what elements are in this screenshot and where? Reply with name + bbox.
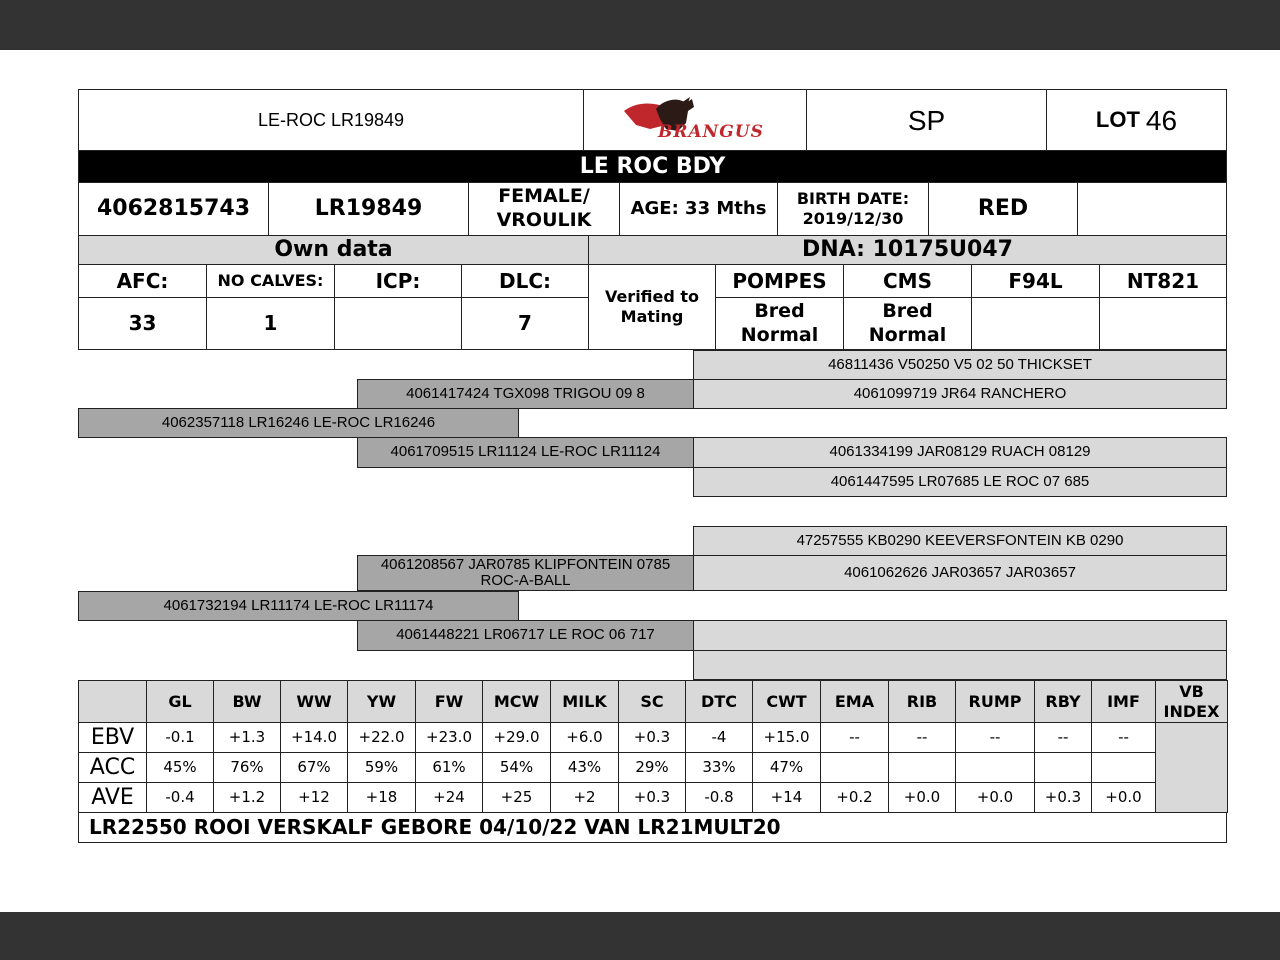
ebv-value-acc-sc: 29% (618, 752, 686, 783)
afc-header: AFC: (78, 264, 207, 298)
ebv-row-label-ebv: EBV (78, 722, 147, 753)
ebv-value-acc-yw: 59% (347, 752, 416, 783)
ebv-header-ema: EMA (820, 680, 889, 723)
ebv-value-ave-gl: -0.4 (146, 782, 214, 813)
ebv-row-label-ave: AVE (78, 782, 147, 813)
identity-extra (1077, 182, 1227, 236)
ebv-header-gl: GL (146, 680, 214, 723)
lot-cell (1046, 89, 1227, 151)
cms-result (843, 297, 972, 350)
pedigree-dam-dam-dam (693, 650, 1227, 680)
vb-index-value (1155, 722, 1228, 813)
pompes-result (715, 297, 844, 350)
ebv-header-fw: FW (415, 680, 483, 723)
ebv-value-acc-rump (955, 752, 1035, 783)
ebv-value-acc-ema (820, 752, 889, 783)
pedigree-dam-sire (357, 555, 694, 591)
ebv-value-ave-ww: +12 (280, 782, 348, 813)
ebv-value-acc-cwt: 47% (752, 752, 821, 783)
verified-line2: Mating (620, 307, 684, 326)
ebv-header-ww: WW (280, 680, 348, 723)
ebv-value-ave-yw: +18 (347, 782, 416, 813)
ebv-value-ebv-milk: +6.0 (550, 722, 619, 753)
ebv-value-acc-bw: 76% (213, 752, 281, 783)
bottom-frame-bar (0, 912, 1280, 960)
pedigree-dam-dam: 4061448221 LR06717 LE ROC 06 717 (357, 620, 694, 651)
pedigree-dam-sire-line1: 4061208567 JAR0785 KLIPFONTEIN 0785 (380, 555, 671, 573)
ebv-value-acc-rby (1034, 752, 1092, 783)
footnote (78, 812, 1227, 843)
ebv-value-ebv-mcw: +29.0 (482, 722, 551, 753)
f94l-result (971, 297, 1100, 350)
ebv-value-ebv-cwt: +15.0 (752, 722, 821, 753)
lot-number: 46 (1145, 104, 1178, 136)
ebv-row-label-acc: ACC (78, 752, 147, 783)
pedigree-sire-dam-dam: 4061447595 LR07685 LE ROC 07 685 (693, 467, 1227, 497)
vb-index-line1: VB (1179, 682, 1204, 702)
afc-value: 33 (78, 297, 207, 350)
dna-title: DNA: 10175U047 (588, 235, 1227, 265)
ebv-value-ave-ema: +0.2 (820, 782, 889, 813)
ebv-value-acc-dtc: 33% (685, 752, 753, 783)
ebv-header-milk: MILK (550, 680, 619, 723)
nt821-header: NT821 (1099, 264, 1227, 298)
vb-index-line2: INDEX (1163, 701, 1220, 721)
ebv-value-acc-mcw: 54% (482, 752, 551, 783)
pompes-result-line1: Bred (754, 299, 805, 322)
ebv-value-ebv-ww: +14.0 (280, 722, 348, 753)
ebv-header-bw: BW (213, 680, 281, 723)
pedigree-dam-sire-sire: 47257555 KB0290 KEEVERSFONTEIN KB 0290 (693, 526, 1227, 556)
lot-label: LOT (1095, 107, 1140, 133)
footnote-text: LR22550 ROOI VERSKALF GEBORE 04/10/22 VAN LR21MULT20 (89, 815, 781, 839)
icp-value (334, 297, 462, 350)
ebv-value-ebv-rby: -- (1034, 722, 1092, 753)
ebv-value-ave-imf: +0.0 (1091, 782, 1156, 813)
f94l-header: F94L (971, 264, 1100, 298)
ebv-value-ave-rby: +0.3 (1034, 782, 1092, 813)
ebv-header-rib: RIB (888, 680, 956, 723)
ebv-value-ebv-bw: +1.3 (213, 722, 281, 753)
ebv-value-acc-rib (888, 752, 956, 783)
ebv-value-ave-fw: +24 (415, 782, 483, 813)
cms-header: CMS (843, 264, 972, 298)
ebv-value-ebv-imf: -- (1091, 722, 1156, 753)
pedigree-sire-dam: 4061709515 LR11124 LE-ROC LR11124 (357, 437, 694, 468)
colour: RED (928, 182, 1078, 236)
ebv-value-ave-milk: +2 (550, 782, 619, 813)
ebv-value-ebv-rib: -- (888, 722, 956, 753)
no-calves-header: NO CALVES: (206, 264, 335, 298)
sex-line2: VROULIK (496, 209, 592, 231)
verified-line1: Verified to (604, 287, 700, 306)
registration: LE-ROC LR19849 (257, 109, 405, 130)
ebv-value-ebv-ema: -- (820, 722, 889, 753)
cms-result-line1: Bred (882, 299, 933, 322)
no-calves-value: 1 (206, 297, 335, 350)
registration-cell (78, 89, 584, 151)
brangus-logo (583, 89, 807, 151)
ebv-value-ave-rump: +0.0 (955, 782, 1035, 813)
ebv-value-acc-gl: 45% (146, 752, 214, 783)
ebv-value-ebv-yw: +22.0 (347, 722, 416, 753)
pedigree-sire-dam-sire: 4061334199 JAR08129 RUACH 08129 (693, 437, 1227, 468)
id-number: 4062815743 (78, 182, 269, 236)
ebv-header-dtc: DTC (685, 680, 753, 723)
icp-header: ICP: (334, 264, 462, 298)
birth-date-cell (777, 182, 929, 236)
ebv-value-ave-rib: +0.0 (888, 782, 956, 813)
ebv-value-ebv-gl: -0.1 (146, 722, 214, 753)
ebv-value-ave-cwt: +14 (752, 782, 821, 813)
ebv-header-yw: YW (347, 680, 416, 723)
grade: SP (907, 104, 946, 136)
ebv-value-ebv-dtc: -4 (685, 722, 753, 753)
cms-result-line2: Normal (868, 323, 947, 346)
ebv-value-acc-ww: 67% (280, 752, 348, 783)
ebv-header-imf: IMF (1091, 680, 1156, 723)
pedigree-sire: 4062357118 LR16246 LE-ROC LR16246 (78, 408, 519, 438)
sex-line1: FEMALE/ (498, 185, 590, 208)
dlc-value: 7 (461, 297, 589, 350)
ebv-value-ave-dtc: -0.8 (685, 782, 753, 813)
ebv-value-acc-imf (1091, 752, 1156, 783)
ebv-header-rump: RUMP (955, 680, 1035, 723)
pompes-header: POMPES (715, 264, 844, 298)
ebv-header-sc: SC (618, 680, 686, 723)
ebv-value-acc-milk: 43% (550, 752, 619, 783)
herd-number: LR19849 (268, 182, 469, 236)
pedigree-sire-sire: 4061417424 TGX098 TRIGOU 09 8 (357, 379, 694, 409)
pedigree-dam-sire-dam: 4061062626 JAR03657 JAR03657 (693, 555, 1227, 591)
ebv-value-ave-bw: +1.2 (213, 782, 281, 813)
ebv-header-rby: RBY (1034, 680, 1092, 723)
ebv-value-ebv-rump: -- (955, 722, 1035, 753)
pedigree-dam-dam-sire (693, 620, 1227, 651)
top-frame-bar (0, 0, 1280, 50)
ebv-value-ave-sc: +0.3 (618, 782, 686, 813)
logo-text: BRANGUS (658, 122, 764, 142)
pedigree-dam: 4061732194 LR11174 LE-ROC LR11174 (78, 591, 519, 621)
pompes-result-line2: Normal (740, 323, 819, 346)
verified-to-mating (588, 264, 716, 350)
ebv-value-ebv-sc: +0.3 (618, 722, 686, 753)
grade-cell (806, 89, 1047, 151)
ebv-header-mcw: MCW (482, 680, 551, 723)
ebv-value-ebv-fw: +23.0 (415, 722, 483, 753)
birth-label: BIRTH DATE: (796, 189, 910, 208)
pedigree-sire-sire-sire: 46811436 V50250 V5 02 50 THICKSET (693, 350, 1227, 380)
own-data-title: Own data (78, 235, 589, 265)
pedigree-dam-sire-line2: ROC-A-BALL (480, 572, 571, 589)
pedigree-sire-sire-dam: 4061099719 JR64 RANCHERO (693, 379, 1227, 409)
nt821-result (1099, 297, 1227, 350)
vb-index-header (1155, 680, 1228, 723)
birth-date: 2019/12/30 (802, 209, 904, 228)
dlc-header: DLC: (461, 264, 589, 298)
age: AGE: 33 Mths (619, 182, 778, 236)
ebv-value-acc-fw: 61% (415, 752, 483, 783)
ebv-header-cwt: CWT (752, 680, 821, 723)
bull-head-icon (620, 95, 770, 145)
sex-cell (468, 182, 620, 236)
ebv-value-ave-mcw: +25 (482, 782, 551, 813)
ebv-corner (78, 680, 147, 723)
animal-name: LE ROC BDY (78, 150, 1227, 183)
